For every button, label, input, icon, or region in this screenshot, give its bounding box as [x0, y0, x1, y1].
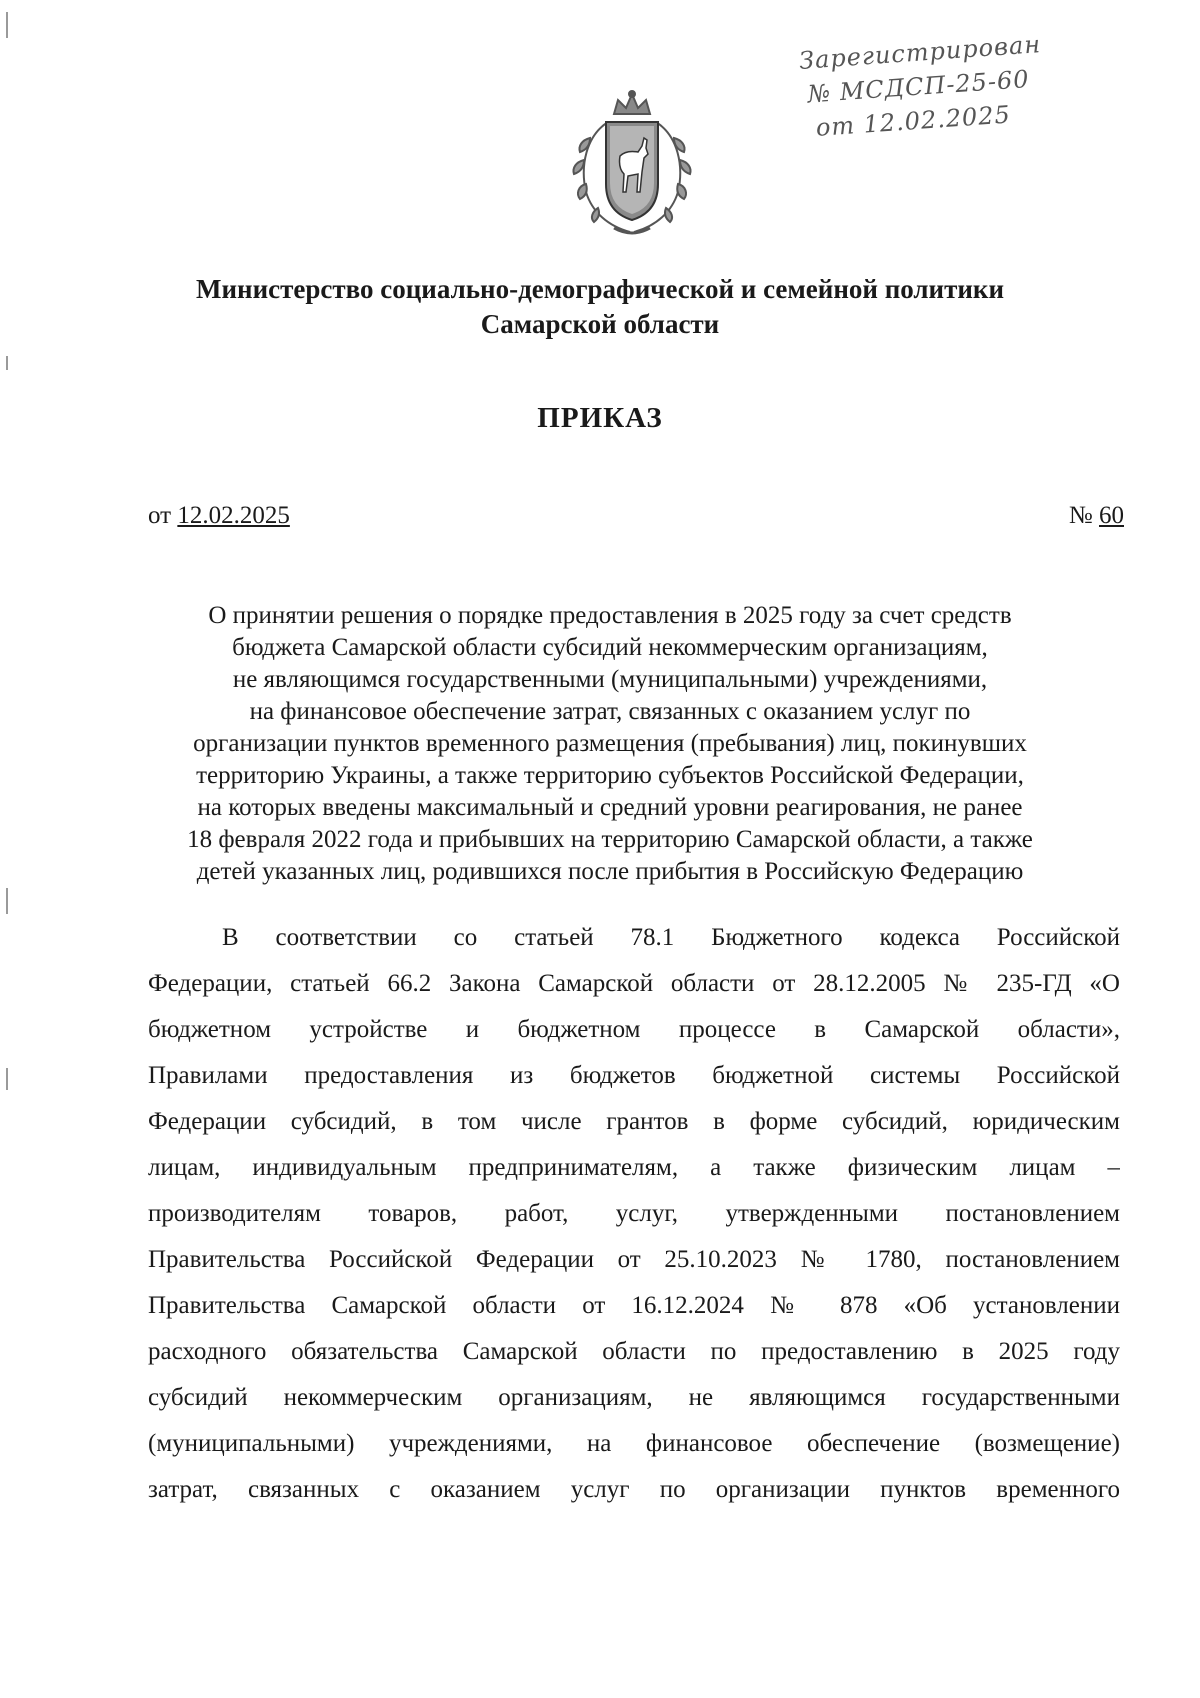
title-line: бюджета Самарской области субсидий некоммерческим организациям,	[232, 634, 988, 661]
order-title	[130, 600, 1090, 888]
registration-note-line: № МСДСП-25-60	[806, 64, 1031, 109]
scan-edge-mark	[6, 12, 8, 38]
document-type: ПРИКАЗ	[537, 402, 663, 434]
scan-edge-mark	[6, 356, 8, 370]
coat-of-arms-emblem	[568, 88, 696, 238]
number-value: 60	[1099, 502, 1124, 529]
body-line: Федерации, статьей 66.2 Закона Самарской области от 28.12.2005 № 235-ГД «О	[148, 970, 1120, 997]
title-line: организации пунктов временного размещения (пребывания) лиц, покинувших	[193, 730, 1027, 757]
title-line: на финансовое обеспечение затрат, связанных с оказанием услуг по	[249, 698, 971, 725]
body-line: Правительства Российской Федерации от 25.10.2023 № 1780, постановлением	[148, 1246, 1120, 1273]
registration-note-line: от 12.02.2025	[814, 100, 1012, 142]
title-line: не являющимся государственными (муниципальными) учреждениями,	[232, 666, 988, 693]
body-line: производителям товаров, работ, услуг, утвержденными постановлением	[148, 1200, 1120, 1227]
body-line: затрат, связанных с оказанием услуг по организации пунктов временного	[148, 1476, 1120, 1503]
registration-note-line: Зарегистрирован	[798, 30, 1042, 75]
title-line: детей указанных лиц, родившихся после прибытия в Российскую Федерацию	[196, 858, 1024, 885]
scan-edge-mark	[6, 1068, 8, 1090]
title-line: О принятии решения о порядке предоставления в 2025 году за счет средств	[208, 602, 1012, 629]
number-prefix: №	[1068, 502, 1093, 529]
order-body-paragraph	[148, 915, 1120, 1513]
scan-edge-mark	[6, 888, 8, 914]
ministry-region-line: Самарской области	[480, 309, 720, 339]
body-line: лицам, индивидуальным предпринимателям, а также физическим лицам –	[148, 1154, 1120, 1181]
body-line: (муниципальными) учреждениями, на финансовое обеспечение (возмещение)	[148, 1430, 1120, 1457]
body-line: В соответствии со статьей 78.1 Бюджетного кодекса Российской	[222, 924, 1120, 951]
ministry-heading	[0, 272, 1200, 342]
registration-note	[798, 22, 1124, 146]
date-value: 12.02.2025	[177, 502, 290, 529]
title-line: территорию Украины, а также территорию субъектов Российской Федерации,	[196, 762, 1024, 789]
date-prefix: от	[148, 502, 172, 529]
body-line: субсидий некоммерческим организациям, не являющимся государственными	[148, 1384, 1120, 1411]
body-line: Правилами предоставления из бюджетов бюджетной системы Российской	[148, 1062, 1120, 1089]
ministry-name-line: Министерство социально-демографической и семейной политики	[195, 274, 1005, 304]
body-line: Федерации субсидий, в том числе грантов в форме субсидий, юридическим	[148, 1108, 1120, 1135]
body-line: расходного обязательства Самарской области по предоставлению в 2025 году	[148, 1338, 1120, 1365]
title-line: на которых введены максимальный и средний уровни реагирования, не ранее	[197, 794, 1023, 821]
title-line: 18 февраля 2022 года и прибывших на территорию Самарской области, а также	[187, 826, 1033, 853]
body-line: бюджетном устройстве и бюджетном процессе в Самарской области»,	[148, 1016, 1120, 1043]
order-number	[1069, 502, 1124, 530]
body-line: Правительства Самарской области от 16.12.2024 № 878 «Об установлении	[148, 1292, 1120, 1319]
order-date	[148, 502, 290, 530]
